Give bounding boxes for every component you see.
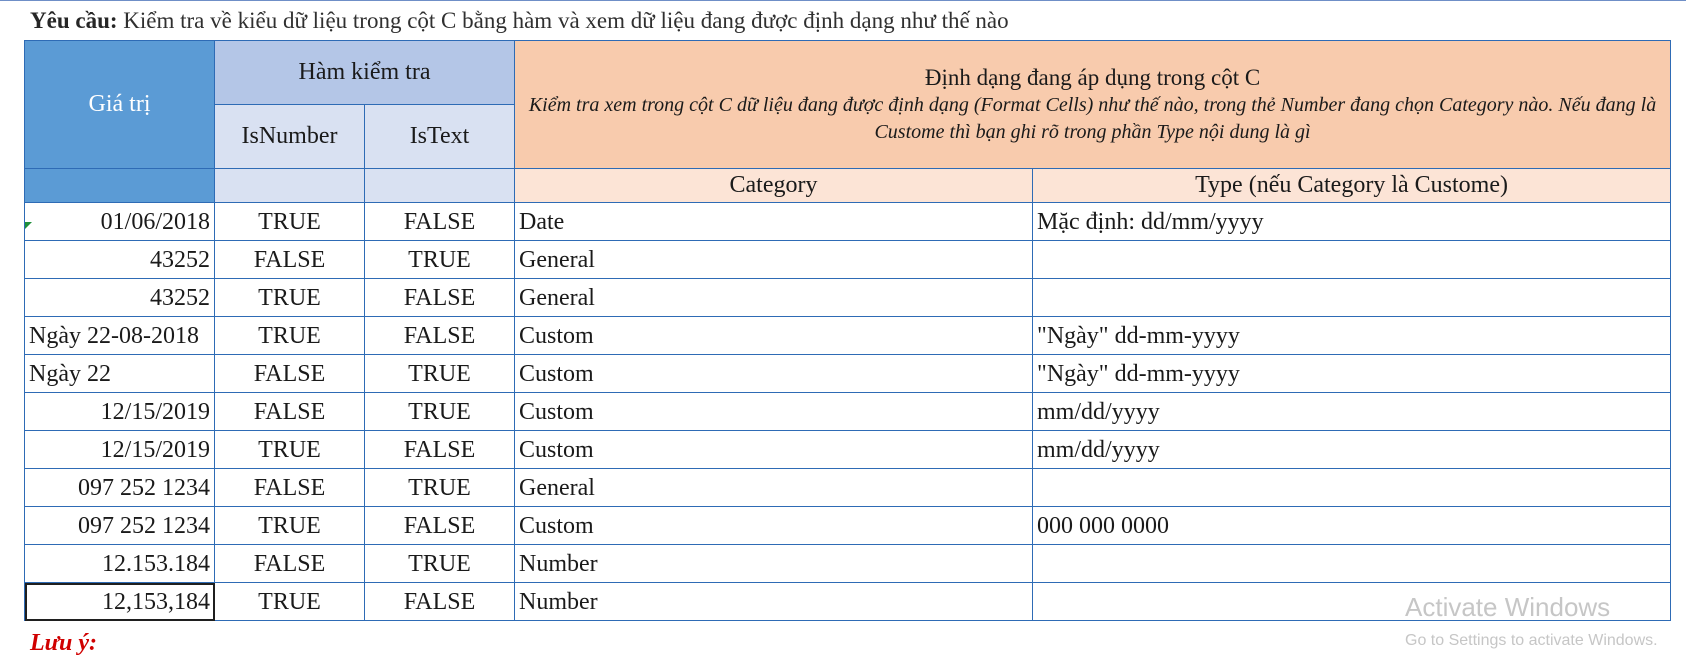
cell-type[interactable] [1033, 241, 1671, 279]
cell-type[interactable] [1033, 279, 1671, 317]
cell-istext[interactable]: FALSE [365, 317, 515, 355]
cell-istext[interactable]: TRUE [365, 545, 515, 583]
cell-isnumber[interactable]: TRUE [215, 279, 365, 317]
activate-windows-subtitle: Go to Settings to activate Windows. [1405, 632, 1658, 649]
table-row [25, 355, 1671, 393]
cell-gia-tri[interactable]: 01/06/2018 [25, 203, 215, 241]
cell-gia-tri[interactable]: 12.153.184 [25, 545, 215, 583]
table-row [25, 431, 1671, 469]
cell-type[interactable]: mm/dd/yyyy [1033, 393, 1671, 431]
cell-category[interactable]: Custom [515, 431, 1033, 469]
cell-category[interactable]: Number [515, 583, 1033, 621]
cell-gia-tri[interactable]: 097 252 1234 [25, 469, 215, 507]
cell-isnumber[interactable]: FALSE [215, 545, 365, 583]
table-row [25, 317, 1671, 355]
header-istext[interactable]: IsText [365, 105, 515, 169]
cell-gia-tri[interactable]: 097 252 1234 [25, 507, 215, 545]
cell-isnumber[interactable]: FALSE [215, 355, 365, 393]
cell-istext[interactable]: TRUE [365, 469, 515, 507]
cell-type[interactable] [1033, 545, 1671, 583]
requirement-content: Kiểm tra về kiểu dữ liệu trong cột C bằng hàm và xem dữ liệu đang được định dạng như thế nào [117, 8, 1009, 33]
header-isnumber[interactable]: IsNumber [215, 105, 365, 169]
cell-category[interactable]: Date [515, 203, 1033, 241]
cell-category[interactable]: Custom [515, 355, 1033, 393]
cell-isnumber[interactable]: TRUE [215, 507, 365, 545]
cell-category[interactable]: Custom [515, 393, 1033, 431]
cell-isnumber[interactable]: FALSE [215, 241, 365, 279]
cell-gia-tri[interactable]: 12/15/2019 [25, 431, 215, 469]
cell-type[interactable]: "Ngày" dd-mm-yyyy [1033, 317, 1671, 355]
cell-isnumber[interactable]: TRUE [215, 317, 365, 355]
table-row [25, 393, 1671, 431]
cell-type[interactable]: "Ngày" dd-mm-yyyy [1033, 355, 1671, 393]
cell-category[interactable]: General [515, 279, 1033, 317]
cell-isnumber[interactable]: FALSE [215, 469, 365, 507]
header-istext-cont[interactable] [365, 169, 515, 203]
cell-gia-tri[interactable]: Ngày 22 [25, 355, 215, 393]
header-dinh-dang-title: Định dạng đang áp dụng trong cột C [924, 64, 1261, 90]
cell-istext[interactable]: FALSE [365, 431, 515, 469]
note-label: Lưu ý: [30, 630, 98, 656]
table-row [25, 507, 1671, 545]
cell-istext[interactable]: TRUE [365, 355, 515, 393]
requirement-text [30, 8, 1009, 34]
cell-category[interactable]: Custom [515, 317, 1033, 355]
cell-isnumber[interactable]: TRUE [215, 431, 365, 469]
table-row [25, 203, 1671, 241]
cell-type[interactable]: mm/dd/yyyy [1033, 431, 1671, 469]
cell-type[interactable] [1033, 469, 1671, 507]
cell-type[interactable]: 000 000 0000 [1033, 507, 1671, 545]
cell-category[interactable]: General [515, 241, 1033, 279]
cell-gia-tri[interactable]: 43252 [25, 241, 215, 279]
header-category[interactable]: Category [515, 169, 1033, 203]
table-row [25, 469, 1671, 507]
table-row [25, 279, 1671, 317]
cell-isnumber[interactable]: TRUE [215, 203, 365, 241]
header-type[interactable]: Type (nếu Category là Custome) [1033, 169, 1671, 203]
cell-category[interactable]: Custom [515, 507, 1033, 545]
table-body [25, 203, 1671, 621]
requirement-label: Yêu cầu: [30, 8, 118, 33]
cell-gia-tri[interactable]: 43252 [25, 279, 215, 317]
header-gia-tri[interactable]: Giá trị [25, 41, 215, 169]
header-dinh-dang-desc: Kiểm tra xem trong cột C dữ liệu đang được định dạng (Format Cells) như thế nào, trong thẻ Number đang chọn Category nào. Nếu đang là Custome thì bạn ghi rõ trong phần Type nội dung là gì [528, 93, 1657, 143]
cell-category[interactable]: General [515, 469, 1033, 507]
cell-istext[interactable]: FALSE [365, 203, 515, 241]
cell-gia-tri[interactable]: 12/15/2019 [25, 393, 215, 431]
cell-istext[interactable]: TRUE [365, 393, 515, 431]
cell-type[interactable]: Mặc định: dd/mm/yyyy [1033, 203, 1671, 241]
table-row [25, 241, 1671, 279]
cell-istext[interactable]: TRUE [365, 241, 515, 279]
table-row [25, 545, 1671, 583]
header-isnumber-cont[interactable] [215, 169, 365, 203]
cell-istext[interactable]: FALSE [365, 583, 515, 621]
top-border-line [0, 0, 1686, 1]
data-type-table [24, 40, 1671, 621]
header-ham-kiem-tra[interactable]: Hàm kiểm tra [215, 41, 515, 105]
cell-istext[interactable]: FALSE [365, 507, 515, 545]
cell-isnumber[interactable]: TRUE [215, 583, 365, 621]
cell-gia-tri[interactable]: 12,153,184 [25, 583, 215, 621]
activate-windows-title: Activate Windows [1405, 592, 1611, 622]
cell-isnumber[interactable]: FALSE [215, 393, 365, 431]
header-gia-tri-cont[interactable] [25, 169, 215, 203]
cell-istext[interactable]: FALSE [365, 279, 515, 317]
cell-category[interactable]: Number [515, 545, 1033, 583]
cell-gia-tri[interactable]: Ngày 22-08-2018 [25, 317, 215, 355]
header-dinh-dang[interactable] [515, 41, 1671, 169]
cell-error-indicator [25, 222, 32, 229]
